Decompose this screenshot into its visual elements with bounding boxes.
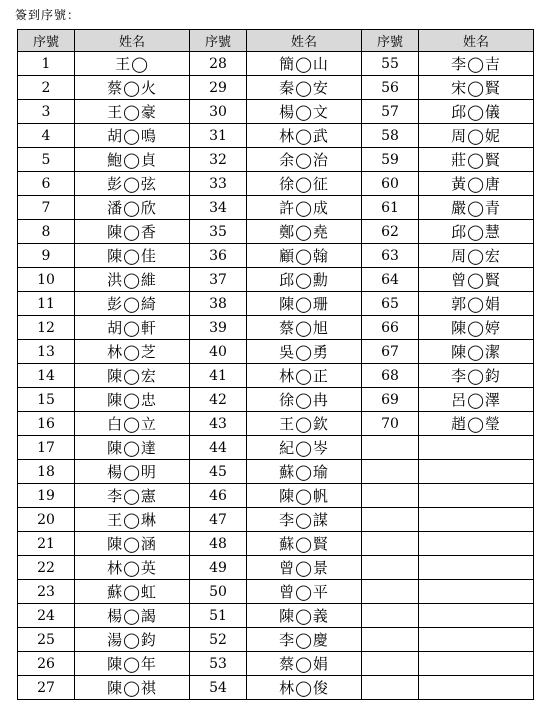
serial-number-cell <box>362 676 419 700</box>
serial-number-cell: 59 <box>362 148 419 172</box>
serial-number-cell: 43 <box>190 412 247 436</box>
serial-number-cell: 14 <box>18 364 75 388</box>
table-row <box>18 172 534 196</box>
name-cell: 李◯憲 <box>75 484 190 508</box>
name-cell: 蘇◯瑜 <box>247 460 362 484</box>
serial-number-cell <box>362 532 419 556</box>
table-row <box>18 628 534 652</box>
table-row <box>18 412 534 436</box>
name-cell: 白◯立 <box>75 412 190 436</box>
name-cell: 陳◯宏 <box>75 364 190 388</box>
name-cell <box>419 484 534 508</box>
serial-number-cell: 51 <box>190 604 247 628</box>
sign-in-table <box>17 29 534 700</box>
name-cell: 簡◯山 <box>247 52 362 76</box>
name-cell: 李◯鈞 <box>419 364 534 388</box>
serial-number-cell <box>362 556 419 580</box>
name-cell: 潘◯欣 <box>75 196 190 220</box>
name-cell: 楊◯明 <box>75 460 190 484</box>
name-cell: 楊◯謁 <box>75 604 190 628</box>
name-cell: 林◯俊 <box>247 676 362 700</box>
name-cell: 陳◯祺 <box>75 676 190 700</box>
serial-number-cell: 37 <box>190 268 247 292</box>
name-cell: 莊◯賢 <box>419 148 534 172</box>
serial-number-cell: 4 <box>18 124 75 148</box>
name-cell: 王◯豪 <box>75 100 190 124</box>
serial-number-cell: 44 <box>190 436 247 460</box>
serial-number-cell: 34 <box>190 196 247 220</box>
name-cell: 李◯吉 <box>419 52 534 76</box>
serial-number-cell: 63 <box>362 244 419 268</box>
table-row <box>18 484 534 508</box>
serial-number-cell: 22 <box>18 556 75 580</box>
table-row <box>18 340 534 364</box>
serial-number-cell <box>362 628 419 652</box>
table-row <box>18 676 534 700</box>
serial-number-cell: 50 <box>190 580 247 604</box>
table-row <box>18 436 534 460</box>
serial-number-cell: 25 <box>18 628 75 652</box>
serial-number-cell: 32 <box>190 148 247 172</box>
name-cell: 彭◯弦 <box>75 172 190 196</box>
name-cell <box>419 676 534 700</box>
table-row <box>18 460 534 484</box>
name-cell <box>419 580 534 604</box>
name-cell <box>419 460 534 484</box>
serial-number-cell: 61 <box>362 196 419 220</box>
name-cell: 彭◯綺 <box>75 292 190 316</box>
name-cell: 陳◯忠 <box>75 388 190 412</box>
name-cell: 徐◯征 <box>247 172 362 196</box>
serial-number-cell: 18 <box>18 460 75 484</box>
serial-number-cell: 57 <box>362 100 419 124</box>
table-row <box>18 100 534 124</box>
name-cell <box>419 652 534 676</box>
name-cell <box>419 556 534 580</box>
serial-number-cell: 9 <box>18 244 75 268</box>
table-row <box>18 652 534 676</box>
serial-number-cell: 55 <box>362 52 419 76</box>
serial-number-cell: 29 <box>190 76 247 100</box>
table-row <box>18 532 534 556</box>
serial-number-cell: 2 <box>18 76 75 100</box>
name-cell: 陳◯年 <box>75 652 190 676</box>
name-cell: 周◯宏 <box>419 244 534 268</box>
name-cell: 呂◯澤 <box>419 388 534 412</box>
table-row <box>18 148 534 172</box>
sign-in-caption: 簽到序號： <box>15 8 81 22</box>
name-cell: 蔡◯娟 <box>247 652 362 676</box>
name-cell: 林◯芝 <box>75 340 190 364</box>
serial-number-cell: 62 <box>362 220 419 244</box>
serial-number-cell: 17 <box>18 436 75 460</box>
name-cell: 邱◯勳 <box>247 268 362 292</box>
serial-number-cell: 16 <box>18 412 75 436</box>
name-cell: 洪◯維 <box>75 268 190 292</box>
serial-number-cell: 39 <box>190 316 247 340</box>
table-row <box>18 244 534 268</box>
name-cell: 宋◯賢 <box>419 76 534 100</box>
name-cell: 顧◯翰 <box>247 244 362 268</box>
header-name-3: 姓名 <box>419 30 534 52</box>
name-cell: 郭◯娟 <box>419 292 534 316</box>
name-cell: 陳◯涵 <box>75 532 190 556</box>
table-row <box>18 52 534 76</box>
serial-number-cell <box>362 460 419 484</box>
table-row <box>18 604 534 628</box>
name-cell: 李◯慶 <box>247 628 362 652</box>
serial-number-cell: 31 <box>190 124 247 148</box>
name-cell <box>419 436 534 460</box>
serial-number-cell: 27 <box>18 676 75 700</box>
name-cell: 秦◯安 <box>247 76 362 100</box>
name-cell: 湯◯鈞 <box>75 628 190 652</box>
serial-number-cell: 11 <box>18 292 75 316</box>
header-name-1: 姓名 <box>75 30 190 52</box>
serial-number-cell: 52 <box>190 628 247 652</box>
name-cell: 鄭◯堯 <box>247 220 362 244</box>
serial-number-cell: 6 <box>18 172 75 196</box>
name-cell: 楊◯文 <box>247 100 362 124</box>
name-cell <box>419 508 534 532</box>
header-serial-2: 序號 <box>190 30 247 52</box>
name-cell: 鮑◯貞 <box>75 148 190 172</box>
serial-number-cell: 8 <box>18 220 75 244</box>
table-body <box>18 52 534 700</box>
serial-number-cell: 69 <box>362 388 419 412</box>
serial-number-cell: 35 <box>190 220 247 244</box>
table-row <box>18 364 534 388</box>
name-cell: 王◯琳 <box>75 508 190 532</box>
name-cell: 許◯成 <box>247 196 362 220</box>
name-cell: 陳◯潔 <box>419 340 534 364</box>
serial-number-cell <box>362 652 419 676</box>
name-cell: 蘇◯虹 <box>75 580 190 604</box>
name-cell: 吳◯勇 <box>247 340 362 364</box>
name-cell <box>419 532 534 556</box>
name-cell: 王◯欽 <box>247 412 362 436</box>
name-cell: 胡◯鳴 <box>75 124 190 148</box>
name-cell: 陳◯義 <box>247 604 362 628</box>
serial-number-cell <box>362 484 419 508</box>
serial-number-cell: 45 <box>190 460 247 484</box>
name-cell: 陳◯婷 <box>419 316 534 340</box>
header-row <box>18 30 534 52</box>
serial-number-cell: 1 <box>18 52 75 76</box>
name-cell: 曾◯平 <box>247 580 362 604</box>
name-cell: 陳◯帆 <box>247 484 362 508</box>
table-row <box>18 76 534 100</box>
table-row <box>18 556 534 580</box>
serial-number-cell: 19 <box>18 484 75 508</box>
table-row <box>18 220 534 244</box>
serial-number-cell: 12 <box>18 316 75 340</box>
serial-number-cell: 10 <box>18 268 75 292</box>
name-cell: 紀◯岑 <box>247 436 362 460</box>
table-row <box>18 388 534 412</box>
name-cell: 曾◯景 <box>247 556 362 580</box>
serial-number-cell: 48 <box>190 532 247 556</box>
serial-number-cell <box>362 508 419 532</box>
name-cell <box>419 604 534 628</box>
header-serial-1: 序號 <box>18 30 75 52</box>
serial-number-cell: 65 <box>362 292 419 316</box>
serial-number-cell: 58 <box>362 124 419 148</box>
name-cell: 陳◯達 <box>75 436 190 460</box>
name-cell: 趙◯瑩 <box>419 412 534 436</box>
table-row <box>18 292 534 316</box>
name-cell: 蘇◯賢 <box>247 532 362 556</box>
serial-number-cell: 24 <box>18 604 75 628</box>
serial-number-cell: 26 <box>18 652 75 676</box>
name-cell: 蔡◯火 <box>75 76 190 100</box>
serial-number-cell: 56 <box>362 76 419 100</box>
name-cell: 蔡◯旭 <box>247 316 362 340</box>
serial-number-cell: 66 <box>362 316 419 340</box>
serial-number-cell: 3 <box>18 100 75 124</box>
serial-number-cell: 15 <box>18 388 75 412</box>
serial-number-cell: 23 <box>18 580 75 604</box>
name-cell: 黃◯唐 <box>419 172 534 196</box>
header-name-2: 姓名 <box>247 30 362 52</box>
header-serial-3: 序號 <box>362 30 419 52</box>
name-cell: 王◯ <box>75 52 190 76</box>
name-cell: 曾◯賢 <box>419 268 534 292</box>
serial-number-cell: 20 <box>18 508 75 532</box>
serial-number-cell: 54 <box>190 676 247 700</box>
serial-number-cell: 41 <box>190 364 247 388</box>
name-cell: 嚴◯青 <box>419 196 534 220</box>
name-cell <box>419 628 534 652</box>
name-cell: 李◯謀 <box>247 508 362 532</box>
name-cell: 陳◯佳 <box>75 244 190 268</box>
name-cell: 林◯武 <box>247 124 362 148</box>
serial-number-cell <box>362 580 419 604</box>
serial-number-cell: 28 <box>190 52 247 76</box>
name-cell: 余◯治 <box>247 148 362 172</box>
name-cell: 邱◯儀 <box>419 100 534 124</box>
serial-number-cell: 5 <box>18 148 75 172</box>
serial-number-cell: 7 <box>18 196 75 220</box>
serial-number-cell: 30 <box>190 100 247 124</box>
table-row <box>18 196 534 220</box>
serial-number-cell: 67 <box>362 340 419 364</box>
name-cell: 林◯英 <box>75 556 190 580</box>
serial-number-cell: 38 <box>190 292 247 316</box>
name-cell: 邱◯慧 <box>419 220 534 244</box>
serial-number-cell: 68 <box>362 364 419 388</box>
serial-number-cell: 70 <box>362 412 419 436</box>
table-row <box>18 316 534 340</box>
serial-number-cell: 60 <box>362 172 419 196</box>
name-cell: 林◯正 <box>247 364 362 388</box>
serial-number-cell: 33 <box>190 172 247 196</box>
serial-number-cell: 64 <box>362 268 419 292</box>
table-row <box>18 124 534 148</box>
serial-number-cell: 13 <box>18 340 75 364</box>
serial-number-cell: 47 <box>190 508 247 532</box>
serial-number-cell <box>362 436 419 460</box>
name-cell: 胡◯軒 <box>75 316 190 340</box>
serial-number-cell: 40 <box>190 340 247 364</box>
name-cell: 徐◯冉 <box>247 388 362 412</box>
serial-number-cell: 49 <box>190 556 247 580</box>
serial-number-cell: 42 <box>190 388 247 412</box>
serial-number-cell: 21 <box>18 532 75 556</box>
serial-number-cell: 53 <box>190 652 247 676</box>
table-row <box>18 508 534 532</box>
serial-number-cell: 36 <box>190 244 247 268</box>
serial-number-cell <box>362 604 419 628</box>
table-row <box>18 268 534 292</box>
name-cell: 陳◯珊 <box>247 292 362 316</box>
name-cell: 周◯妮 <box>419 124 534 148</box>
name-cell: 陳◯香 <box>75 220 190 244</box>
serial-number-cell: 46 <box>190 484 247 508</box>
table-row <box>18 580 534 604</box>
